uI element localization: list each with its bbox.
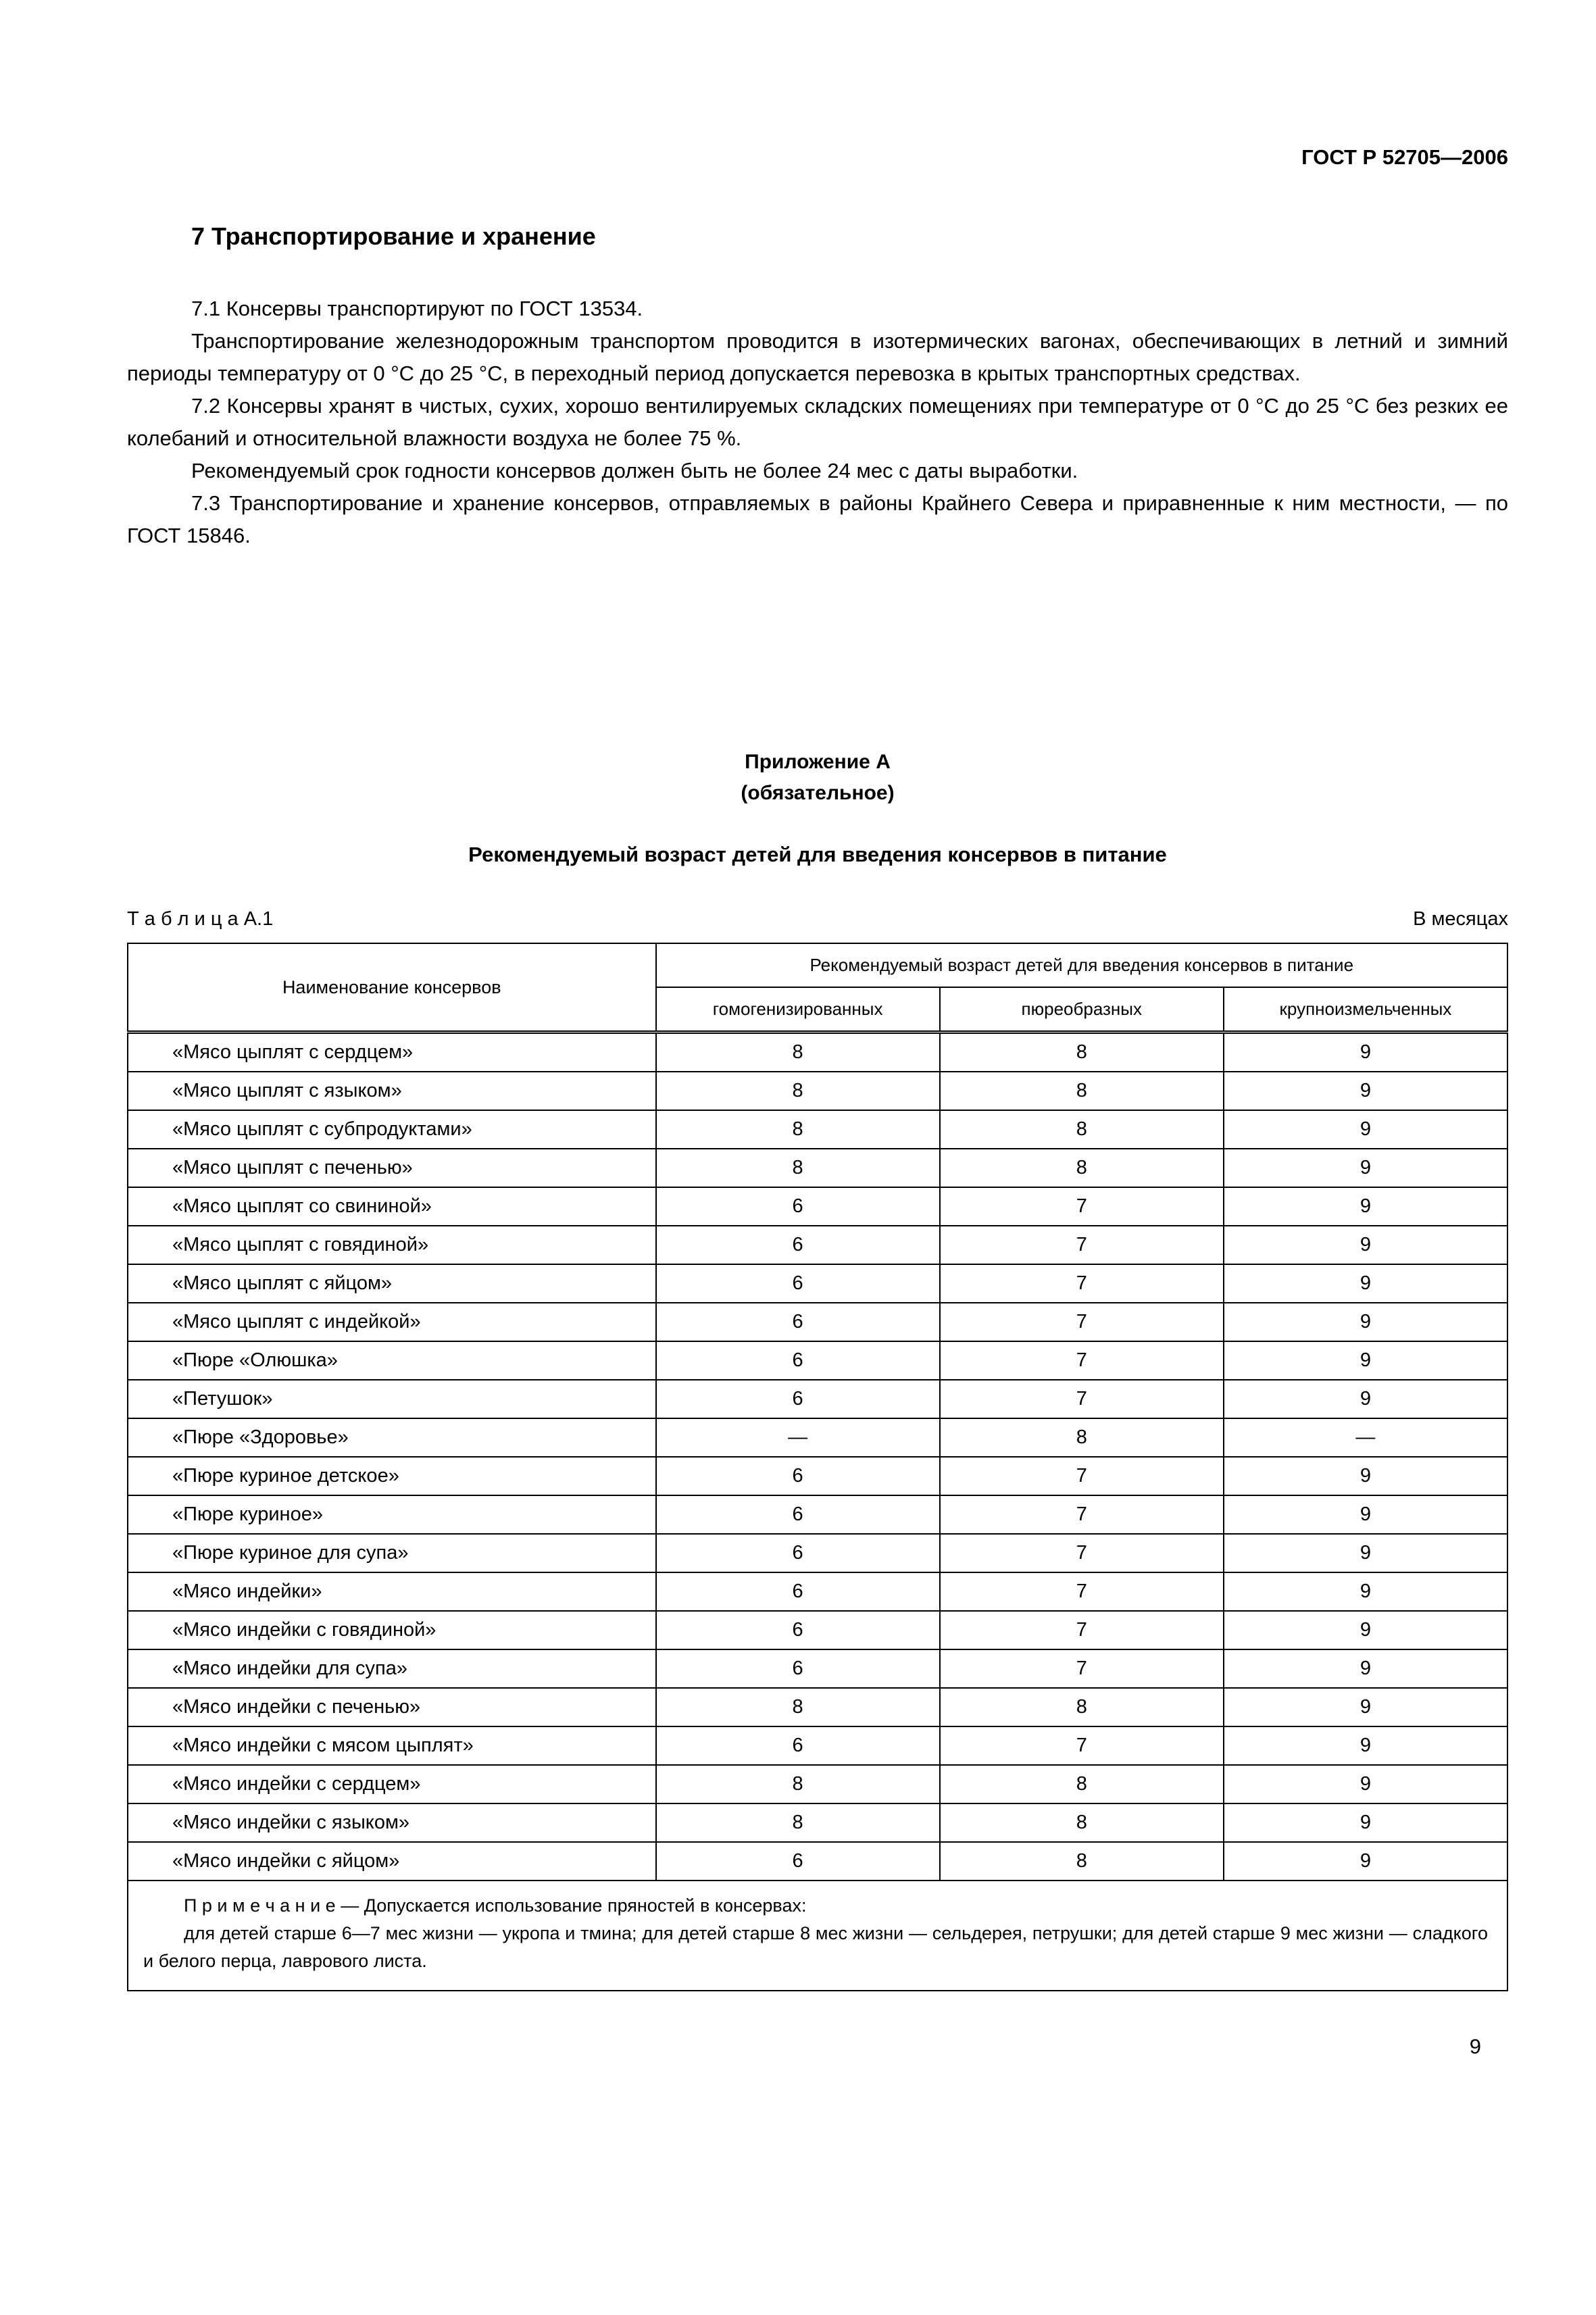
age-value-cell: 8 [656,1072,940,1110]
age-value-cell: 9 [1224,1226,1507,1264]
age-value-cell: 6 [656,1187,940,1226]
table-row [128,1572,1507,1611]
age-value-cell: 6 [656,1226,940,1264]
age-value-cell: 9 [1224,1380,1507,1418]
table-row [128,1032,1507,1072]
age-value-cell: 8 [656,1149,940,1187]
age-value-cell: 7 [940,1572,1224,1611]
product-name-cell: «Пюре куриное» [128,1495,656,1534]
age-value-cell: 8 [656,1032,940,1072]
product-name-cell: «Мясо цыплят с яйцом» [128,1264,656,1303]
product-name-cell: «Мясо цыплят с субпродуктами» [128,1110,656,1149]
paragraph: 7.2 Консервы хранят в чистых, сухих, хорошо вентилируемых складских помещениях при температуре от 0 °С до 25 °С без резких ее колебаний и относительной влажности воздуха не более 75 %. [127,394,1508,450]
age-value-cell: 6 [656,1380,940,1418]
column-header-pureed: пюреобразных [940,987,1224,1032]
section-body [127,293,1508,552]
age-value-cell: 6 [656,1611,940,1649]
age-value-cell: 8 [940,1072,1224,1110]
age-value-cell: 7 [940,1534,1224,1572]
product-name-cell: «Мясо индейки с сердцем» [128,1765,656,1803]
age-value-cell: 9 [1224,1842,1507,1881]
column-header-homogenized: гомогенизированных [656,987,940,1032]
age-value-cell: 7 [940,1380,1224,1418]
product-name-cell: «Мясо цыплят с печенью» [128,1149,656,1187]
age-value-cell: 9 [1224,1765,1507,1803]
age-value-cell: 7 [940,1726,1224,1765]
age-value-cell: 9 [1224,1032,1507,1072]
product-name-cell: «Пюре «Олюшка» [128,1341,656,1380]
table-row [128,1380,1507,1418]
table-units-label: В месяцах [1413,908,1508,930]
product-name-cell: «Мясо индейки с языком» [128,1803,656,1842]
age-value-cell: 9 [1224,1072,1507,1110]
product-name-cell: «Пюре куриное детское» [128,1457,656,1495]
table-row [128,1418,1507,1457]
table-row [128,1688,1507,1726]
age-value-cell: 6 [656,1534,940,1572]
page-number: 9 [1469,2035,1481,2058]
table-row [128,1611,1507,1649]
table-caption [127,907,1508,930]
age-value-cell: 7 [940,1341,1224,1380]
product-name-cell: «Мясо индейки с мясом цыплят» [128,1726,656,1765]
appendix-heading [127,747,1508,809]
appendix-label: Приложение А [745,751,891,773]
age-value-cell: 6 [656,1341,940,1380]
age-value-cell: 6 [656,1572,940,1611]
age-value-cell: 7 [940,1187,1224,1226]
age-value-cell: 8 [940,1765,1224,1803]
table-row [128,1726,1507,1765]
age-value-cell: 9 [1224,1688,1507,1726]
age-value-cell: 9 [1224,1187,1507,1226]
table-row [128,1341,1507,1380]
age-value-cell: 8 [656,1765,940,1803]
appendix-title: Рекомендуемый возраст детей для введения консервов в питание [468,843,1167,866]
table-caption-label: Т а б л и ц а А.1 [127,908,274,930]
section-heading: 7 Транспортирование и хранение [191,222,596,250]
paragraph: Транспортирование железнодорожным транспортом проводится в изотермических вагонах, обеспечивающих в летний и зимний периоды температуру от 0 °С до 25 °С, в переходный период допускается перевозка в крытых транспортных средствах. [127,329,1508,385]
age-value-cell: 9 [1224,1149,1507,1187]
paragraph: Рекомендуемый срок годности консервов должен быть не более 24 мес с даты выработки. [191,459,1078,482]
product-name-cell: «Мясо цыплят с сердцем» [128,1032,656,1072]
table-foot [128,1881,1507,1991]
table-row [128,1072,1507,1110]
table-row [128,1187,1507,1226]
product-name-cell: «Мясо индейки с печенью» [128,1688,656,1726]
age-value-cell: 7 [940,1303,1224,1341]
table-header-row-group [128,943,1507,987]
age-value-cell: — [656,1418,940,1457]
age-value-cell: 8 [656,1803,940,1842]
age-value-cell: 6 [656,1842,940,1881]
table-row [128,1803,1507,1842]
age-value-cell: 6 [656,1264,940,1303]
product-name-cell: «Пюре куриное для супа» [128,1534,656,1572]
document-reference: ГОСТ Р 52705—2006 [1301,145,1508,169]
table-row [128,1534,1507,1572]
column-group-header: Рекомендуемый возраст детей для введения консервов в питание [656,943,1507,987]
note-body: для детей старше 6—7 мес жизни — укропа и тмина; для детей старше 8 мес жизни — сельдерея, петрушки; для детей старше 9 мес жизни — сладкого и белого перца, лаврового листа. [143,1923,1488,1971]
age-value-cell: 8 [656,1688,940,1726]
age-value-cell: 6 [656,1726,940,1765]
age-value-cell: 6 [656,1457,940,1495]
age-value-cell: 8 [940,1149,1224,1187]
age-value-cell: 9 [1224,1264,1507,1303]
age-value-cell: 9 [1224,1303,1507,1341]
paragraph: 7.1 Консервы транспортируют по ГОСТ 13534. [191,297,643,320]
age-value-cell: 9 [1224,1110,1507,1149]
note-intro: П р и м е ч а н и е — Допускается использование пряностей в консервах: [184,1895,807,1916]
table-row [128,1264,1507,1303]
age-value-cell: 9 [1224,1649,1507,1688]
age-value-cell: 8 [940,1110,1224,1149]
appendix-sublabel: (обязательное) [741,782,895,804]
table-row [128,1149,1507,1187]
product-name-cell: «Мясо цыплят с говядиной» [128,1226,656,1264]
table-row [128,1842,1507,1881]
column-header-coarse: крупноизмельченных [1224,987,1507,1032]
age-value-cell: 7 [940,1457,1224,1495]
paragraph: 7.3 Транспортирование и хранение консервов, отправляемых в районы Крайнего Севера и приравненные к ним местности, — по ГОСТ 15846. [127,491,1508,547]
table-row [128,1649,1507,1688]
table-row [128,1110,1507,1149]
product-name-cell: «Мясо цыплят с индейкой» [128,1303,656,1341]
table-row [128,1226,1507,1264]
table-note [128,1881,1507,1991]
age-value-cell: 9 [1224,1534,1507,1572]
age-value-cell: 6 [656,1495,940,1534]
age-value-cell: 6 [656,1649,940,1688]
age-value-cell: 8 [940,1842,1224,1881]
age-value-cell: 6 [656,1303,940,1341]
table-head [128,943,1507,1032]
age-value-cell: 9 [1224,1572,1507,1611]
table-row [128,1303,1507,1341]
age-value-cell: 8 [940,1688,1224,1726]
product-name-cell: «Мясо индейки с яйцом» [128,1842,656,1881]
table-row [128,1495,1507,1534]
column-header-product-name: Наименование консервов [128,943,656,1032]
age-value-cell: 7 [940,1611,1224,1649]
product-name-cell: «Петушок» [128,1380,656,1418]
age-value-cell: 8 [940,1032,1224,1072]
age-value-cell: 7 [940,1495,1224,1534]
age-value-cell: 9 [1224,1611,1507,1649]
age-value-cell: 9 [1224,1803,1507,1842]
table-row [128,1457,1507,1495]
note-row [128,1881,1507,1991]
age-value-cell: 9 [1224,1726,1507,1765]
age-value-cell: 7 [940,1264,1224,1303]
age-recommendation-table [127,943,1508,1991]
table-row [128,1765,1507,1803]
age-value-cell: 8 [940,1418,1224,1457]
age-value-cell: 9 [1224,1457,1507,1495]
age-value-cell: — [1224,1418,1507,1457]
product-name-cell: «Мясо индейки с говядиной» [128,1611,656,1649]
age-value-cell: 8 [940,1803,1224,1842]
age-value-cell: 7 [940,1649,1224,1688]
age-value-cell: 8 [656,1110,940,1149]
product-name-cell: «Мясо цыплят с языком» [128,1072,656,1110]
product-name-cell: «Пюре «Здоровье» [128,1418,656,1457]
age-value-cell: 9 [1224,1495,1507,1534]
product-name-cell: «Мясо индейки для супа» [128,1649,656,1688]
age-value-cell: 7 [940,1226,1224,1264]
product-name-cell: «Мясо индейки» [128,1572,656,1611]
table-body [128,1032,1507,1881]
age-value-cell: 9 [1224,1341,1507,1380]
product-name-cell: «Мясо цыплят со свининой» [128,1187,656,1226]
